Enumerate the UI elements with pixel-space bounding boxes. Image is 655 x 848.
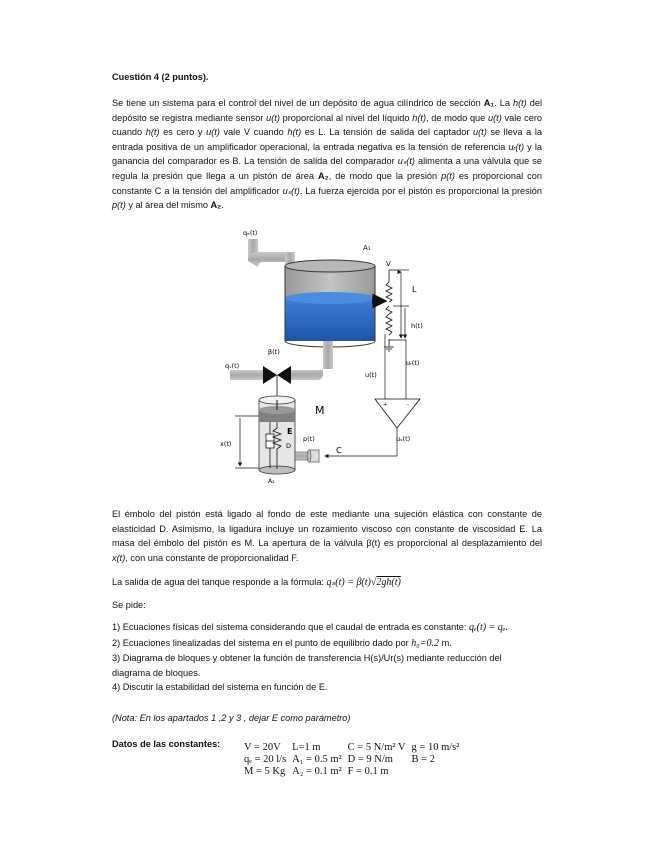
question-item [112,620,542,636]
constant-cell: M = 5 Kg [244,766,286,777]
plus-sign: + [383,402,388,408]
question-item-text: 2) Ecuaciones linealizadas del sistema en el punto de equilibrio dado por [112,637,412,648]
a1-label: A₁ [363,244,371,252]
constant-cell: B = 2 [411,754,435,765]
a2-label: A₂ [268,478,275,485]
x-dimension [235,416,259,468]
qs-label: qₛ(t) [225,362,240,370]
p1-run: u(t) [472,127,487,138]
h-label: h(t) [411,322,423,330]
potentiometer-sensor [384,270,406,351]
p1-run: alimenta a una válvula que se regula la presión que llega a un pistón de área [112,156,542,181]
p2-run: x(t) [112,552,126,563]
p1-run: h(t) [412,112,426,123]
valve-icon [263,366,291,400]
p1-run: , de modo que la presión [328,170,442,181]
constant-cell: V = 20V [244,742,281,753]
question-item-suffix: m. [439,637,452,648]
p1-run: A₁ [483,98,495,108]
constants-row [244,754,465,766]
formula-lhs: qₛ(t) = β(t) [326,577,371,588]
p1-run: u(t) [488,112,502,123]
p-label: p(t) [303,435,315,443]
p1-run: es cero y [159,127,207,138]
u-label: u(t) [365,371,377,379]
p1-run: Se tiene un sistema para el control del nivel de un depósito de agua cilíndrico de sección [112,98,484,108]
v-label: V [386,260,391,268]
formula-text: La salida de agua del tanque responde a la fórmula: [112,577,327,587]
p1-run: uₛ(t) [397,156,415,167]
outflow-formula-line [112,575,542,591]
qe-label: qₑ(t) [243,229,258,237]
constant-cell: C = 5 N/m² V [347,742,406,753]
m-label: M [315,404,325,417]
p2-run: El émbolo del pistón está ligado al fondo de este mediante una sujeción elástica con constante de elasticidad D. Asimismo, la ligadura incluye un rozamiento viscoso con constante de viscosidad E. La masa del émbolo del pistón es M. La apertura de la válvula β(t) es proporcional al desplazamiento del [112,509,542,549]
note-text: (Nota: En los apartados 1 ,2 y 3 , dejar E como parámetro) [112,713,351,723]
c-label: C [336,446,342,455]
us-label: uₛ(t) [396,435,411,443]
constant-cell: F = 0.1 m [347,766,389,777]
p1-run: h(t) [512,98,527,108]
p1-run: h(t) [145,127,160,138]
question-title: Cuestión 4 (2 puntos). [112,72,209,82]
ur-label: uᵣ(t) [406,359,420,367]
p1-run: . [221,200,224,211]
constant-cell: A₂ = 0.1 m² [292,766,342,777]
constant-cell [412,766,466,778]
p1-run: vale cero cuando [112,112,542,138]
p1-run: se lleva a la entrada positiva de un amplificador operacional, la entrada negativa es la tensión de referencia [112,127,543,152]
d-label: D [286,442,292,450]
question-item-math: qₑ(t) = qₑ. [469,622,508,633]
sqrt-sign: √ [370,577,377,588]
p1-run: A₂ [210,200,222,211]
comparator-amplifier [375,399,420,428]
question-item-text: 1) Ecuaciones físicas del sistema considerando que el caudal de entrada es constante: [112,622,469,632]
question-item [112,651,542,680]
questions-list [112,620,542,695]
p2-run: , con una constante de proporcionalidad F. [125,552,299,563]
constants-row [244,742,465,754]
tank-system-diagram [215,222,445,490]
p1-run: p(t) [441,170,455,181]
piston-description-paragraph [112,507,542,565]
p1-run: y al área del mismo [125,200,211,211]
e-label: E [287,427,293,436]
constant-cell: g = 10 m/s² [411,742,460,753]
p1-run: p(t) [112,200,126,211]
l-label: L [412,285,417,294]
constant-cell: A₁ = 0.5 m² [292,754,342,765]
question-item-text: 3) Diagrama de bloques y obtener la función de transferencia H(s)/Ur(s) mediante reducción del diagrama de bloques. [112,653,502,678]
p1-run: del depósito se registra mediante sensor [112,98,542,123]
tank [285,260,375,347]
question-item-math: h₀=0.2 [411,637,440,649]
p1-run: u(t) [206,127,220,138]
p1-run: . La fuerza ejercida por el pistón es proporcional la presión [299,185,542,196]
constants-row [244,766,465,778]
p1-run: es proporcional con constante C a la tensión del amplificador [112,170,542,196]
constants-label: Datos de las constantes: [112,739,221,749]
sensor-wires [385,334,406,399]
constant-cell: L=1 m [292,742,321,753]
constants-table [244,742,465,778]
l-dimension [398,270,409,338]
p1-run: h(t) [287,127,302,138]
constant-cell: D = 9 N/m [347,754,393,765]
x-label: x(t) [220,440,232,448]
constant-cell: qₑ = 20 l/s [244,754,287,765]
problem-statement-paragraph [112,96,542,213]
pressure-actuator [295,450,319,462]
p1-run: A₂ [318,170,329,181]
p1-run: y la ganancia del comparador es B. La tensión de salida del comparador [112,141,542,167]
p1-run: uₛ(t) [282,185,300,196]
p1-run: uᵣ(t) [508,141,525,152]
question-item [112,680,542,695]
se-pide-heading: Se pide: [112,600,146,610]
beta-label: β(t) [268,348,280,356]
p1-run: es L. La tensión de salida del captador [301,127,473,138]
question-item-text: 4) Discutir la estabilidad del sistema en función de E. [112,682,328,693]
question-item [112,636,542,652]
p1-run: . La [494,98,513,108]
p1-run: , de modo que [426,112,489,123]
p1-run: vale V cuando [219,127,288,138]
formula-root: 2gh(t) [376,577,401,588]
inlet-pipe [248,239,295,267]
p1-run: proporcional al nivel del líquido [279,112,413,123]
p1-run: u(t) [266,112,280,123]
minus-sign: - [407,402,409,408]
